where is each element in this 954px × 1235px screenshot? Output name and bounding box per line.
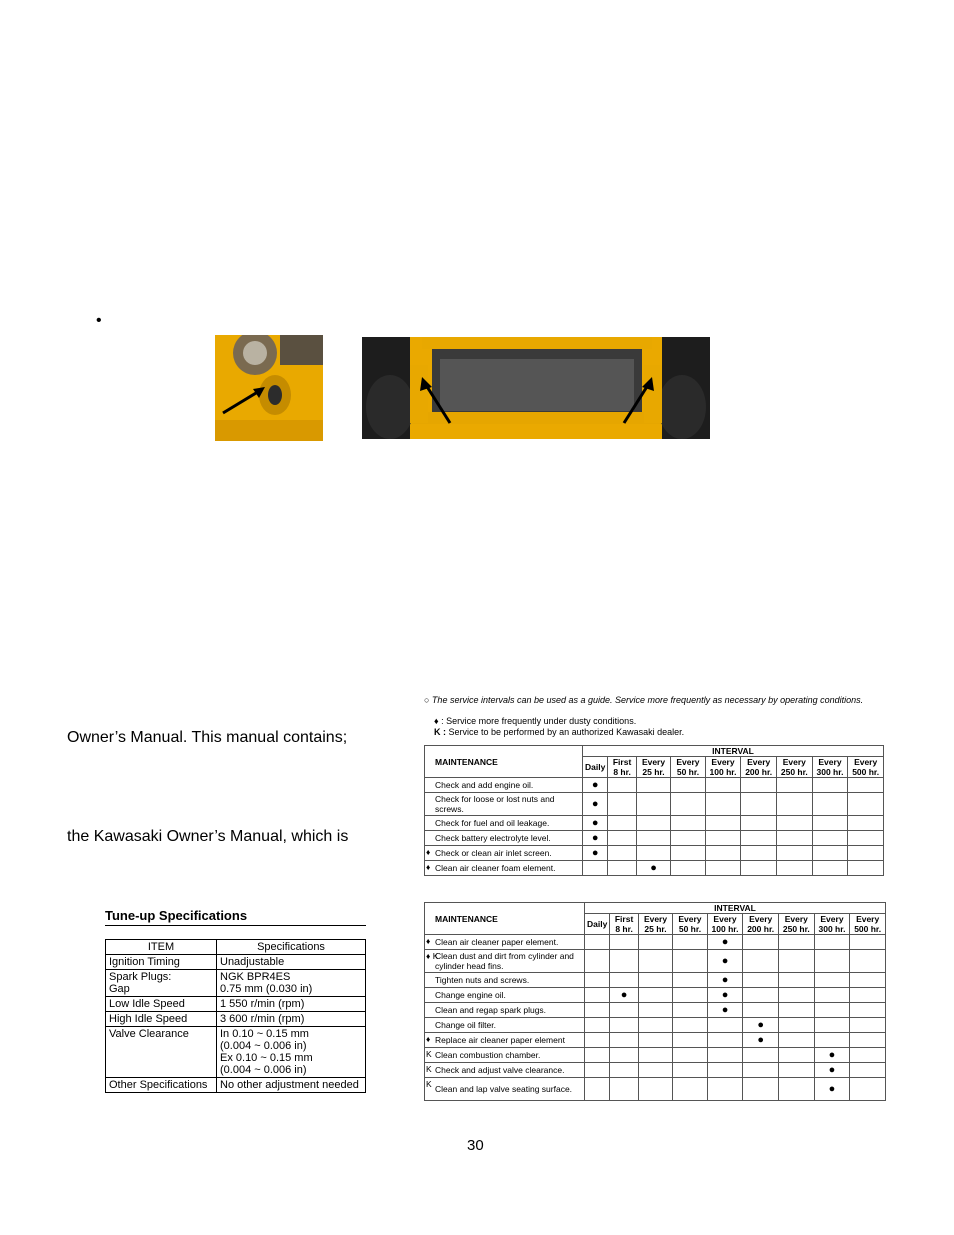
dot-marker: ● <box>828 1048 836 1061</box>
interval-cell <box>671 831 705 846</box>
item-text: Clean combustion chamber. <box>435 1050 541 1060</box>
interval-cell <box>585 973 610 988</box>
tuneup-title: Tune-up Specifications <box>105 908 366 926</box>
dot-marker: ● <box>721 1003 729 1016</box>
interval-cell <box>610 1048 638 1063</box>
interval-cell <box>779 935 815 950</box>
item-text: Clean and regap spark plugs. <box>435 1005 547 1015</box>
interval-header: INTERVAL <box>583 746 884 757</box>
interval-cell <box>610 950 638 973</box>
interval-cell <box>741 831 777 846</box>
maintenance-item <box>425 778 583 793</box>
interval-cell <box>779 988 815 1003</box>
dot-marker: ● <box>828 1082 836 1095</box>
interval-column-header: Every 250 hr. <box>779 914 815 935</box>
tuneup-item: Low Idle Speed <box>106 997 217 1012</box>
interval-cell <box>585 1018 610 1033</box>
dot-marker: ● <box>591 846 599 859</box>
interval-cell <box>741 778 777 793</box>
interval-cell <box>610 1063 638 1078</box>
table-row <box>425 1003 886 1018</box>
interval-column-header: Every 100 hr. <box>705 757 741 778</box>
interval-cell <box>636 861 670 876</box>
interval-cell <box>814 1078 850 1101</box>
interval-cell <box>638 1003 672 1018</box>
interval-cell <box>848 831 884 846</box>
interval-cell <box>705 846 741 861</box>
interval-cell <box>636 816 670 831</box>
interval-header: INTERVAL <box>585 903 886 914</box>
tuneup-table <box>105 939 366 1093</box>
interval-cell <box>638 973 672 988</box>
interval-cell <box>638 950 672 973</box>
interval-cell <box>671 861 705 876</box>
interval-cell <box>779 950 815 973</box>
interval-cell <box>743 988 779 1003</box>
interval-cell <box>707 1048 743 1063</box>
interval-cell <box>673 1078 707 1101</box>
table-row <box>425 973 886 988</box>
interval-cell <box>743 1018 779 1033</box>
interval-cell <box>850 1048 886 1063</box>
interval-cell <box>814 1048 850 1063</box>
item-text: Clean and lap valve seating surface. <box>435 1084 573 1094</box>
tuneup-item: Valve Clearance <box>106 1027 217 1078</box>
interval-cell <box>671 793 705 816</box>
interval-cell <box>608 778 636 793</box>
interval-cell <box>707 973 743 988</box>
dot-marker: ● <box>591 816 599 829</box>
table-row <box>425 935 886 950</box>
tuneup-row <box>106 1078 366 1093</box>
item-text: Check or clean air inlet screen. <box>435 848 552 858</box>
interval-cell <box>638 1078 672 1101</box>
table-row <box>425 988 886 1003</box>
item-mark: K <box>426 1049 432 1059</box>
interval-cell <box>812 831 848 846</box>
interval-column-header: Every 25 hr. <box>638 914 672 935</box>
interval-cell <box>673 1018 707 1033</box>
interval-column-header: Every 300 hr. <box>814 914 850 935</box>
interval-cell <box>812 793 848 816</box>
legend-dusty: ♦ : Service more frequently under dusty conditions. <box>434 716 637 726</box>
interval-cell <box>638 1033 672 1048</box>
interval-cell <box>585 1048 610 1063</box>
interval-cell <box>608 793 636 816</box>
maintenance-table-2 <box>424 902 886 1101</box>
interval-cell <box>814 973 850 988</box>
item-text: Change oil filter. <box>435 1020 496 1030</box>
interval-cell <box>610 1018 638 1033</box>
maintenance-item <box>425 935 585 950</box>
interval-cell <box>812 778 848 793</box>
dot-marker: ● <box>591 797 599 810</box>
maintenance-header: MAINTENANCE <box>425 746 583 778</box>
interval-cell <box>741 846 777 861</box>
mower-hitch-photo <box>215 335 323 441</box>
interval-cell <box>707 1063 743 1078</box>
interval-cell <box>779 1048 815 1063</box>
item-text: Check battery electrolyte level. <box>435 833 551 843</box>
interval-cell <box>608 846 636 861</box>
dot-marker: ● <box>828 1063 836 1076</box>
interval-cell <box>777 793 813 816</box>
item-mark: ♦ <box>426 1034 431 1044</box>
item-text: Check and adjust valve clearance. <box>435 1065 565 1075</box>
interval-cell <box>848 778 884 793</box>
interval-cell <box>636 831 670 846</box>
interval-cell <box>779 1018 815 1033</box>
interval-cell <box>583 793 608 816</box>
interval-cell <box>671 816 705 831</box>
interval-cell <box>743 1048 779 1063</box>
maintenance-item <box>425 793 583 816</box>
service-guide-note: ○ The service intervals can be used as a guide. Service more frequently as necessary by operating conditions. <box>424 695 864 705</box>
table-row <box>425 1048 886 1063</box>
tuneup-spec: 3 600 r/min (rpm) <box>217 1012 366 1027</box>
dot-marker: ● <box>721 973 729 986</box>
maintenance-item <box>425 846 583 861</box>
interval-cell <box>707 988 743 1003</box>
interval-cell <box>673 1063 707 1078</box>
interval-cell <box>850 935 886 950</box>
table-row <box>425 950 886 973</box>
interval-cell <box>585 1033 610 1048</box>
interval-cell <box>636 793 670 816</box>
item-mark: K <box>426 1064 432 1074</box>
interval-cell <box>850 988 886 1003</box>
interval-cell <box>707 950 743 973</box>
interval-cell <box>812 861 848 876</box>
interval-cell <box>779 1078 815 1101</box>
table-row <box>425 831 884 846</box>
interval-cell <box>636 778 670 793</box>
tuneup-item-header: ITEM <box>106 940 217 955</box>
interval-cell <box>779 1063 815 1078</box>
interval-cell <box>673 1003 707 1018</box>
maintenance-table-1 <box>424 745 884 876</box>
maintenance-item <box>425 831 583 846</box>
interval-cell <box>814 1063 850 1078</box>
tuneup-spec-header: Specifications <box>217 940 366 955</box>
item-text: Check for fuel and oil leakage. <box>435 818 550 828</box>
maintenance-header: MAINTENANCE <box>425 903 585 935</box>
interval-cell <box>779 973 815 988</box>
tuneup-spec: NGK BPR4ES 0.75 mm (0.030 in) <box>217 970 366 997</box>
interval-cell <box>671 778 705 793</box>
interval-cell <box>743 950 779 973</box>
interval-cell <box>583 778 608 793</box>
table-row <box>425 778 884 793</box>
interval-cell <box>743 1078 779 1101</box>
maintenance-item <box>425 1048 585 1063</box>
interval-cell <box>707 1078 743 1101</box>
table-row <box>425 816 884 831</box>
maintenance-item <box>425 950 585 973</box>
interval-cell <box>585 1078 610 1101</box>
interval-cell <box>610 1003 638 1018</box>
maintenance-item <box>425 1018 585 1033</box>
interval-cell <box>638 1063 672 1078</box>
item-text: Tighten nuts and screws. <box>435 975 530 985</box>
interval-cell <box>610 935 638 950</box>
interval-cell <box>743 973 779 988</box>
interval-cell <box>741 861 777 876</box>
tuneup-spec: In 0.10 ~ 0.15 mm (0.004 ~ 0.006 in) Ex 0.10 ~ 0.15 mm (0.004 ~ 0.006 in) <box>217 1027 366 1078</box>
interval-cell <box>638 1048 672 1063</box>
tuneup-row <box>106 997 366 1012</box>
interval-cell <box>705 793 741 816</box>
interval-cell <box>814 950 850 973</box>
interval-cell <box>707 1003 743 1018</box>
interval-column-header: First 8 hr. <box>608 757 636 778</box>
interval-cell <box>814 1033 850 1048</box>
interval-column-header: Every 500 hr. <box>848 757 884 778</box>
table-row <box>425 793 884 816</box>
interval-column-header: First 8 hr. <box>610 914 638 935</box>
item-text: Replace air cleaner paper element <box>435 1035 565 1045</box>
tuneup-row <box>106 970 366 997</box>
dot-marker: ● <box>721 988 729 1001</box>
tuneup-spec: Unadjustable <box>217 955 366 970</box>
interval-cell <box>850 1003 886 1018</box>
interval-cell <box>638 988 672 1003</box>
page-number: 30 <box>467 1137 484 1154</box>
interval-cell <box>814 1018 850 1033</box>
tuneup-item: Spark Plugs: Gap <box>106 970 217 997</box>
interval-cell <box>636 846 670 861</box>
table-row <box>425 861 884 876</box>
table-row <box>425 846 884 861</box>
interval-cell <box>705 861 741 876</box>
dot-marker: ● <box>757 1018 764 1031</box>
table-row <box>425 1078 886 1101</box>
maintenance-item <box>425 988 585 1003</box>
table-row <box>425 1018 886 1033</box>
interval-column-header: Every 250 hr. <box>777 757 813 778</box>
interval-cell <box>779 1003 815 1018</box>
interval-cell <box>707 1033 743 1048</box>
legend-k-text: Service to be performed by an authorized Kawasaki dealer. <box>448 727 685 737</box>
interval-column-header: Every 50 hr. <box>671 757 705 778</box>
interval-cell <box>777 778 813 793</box>
interval-cell <box>741 793 777 816</box>
dot-marker: ● <box>650 861 657 874</box>
item-mark: ♦ K <box>426 951 439 961</box>
interval-cell <box>743 1063 779 1078</box>
interval-cell <box>850 1018 886 1033</box>
interval-cell <box>848 861 884 876</box>
interval-cell <box>610 1033 638 1048</box>
tuneup-item: Ignition Timing <box>106 955 217 970</box>
interval-cell <box>848 846 884 861</box>
interval-cell <box>673 988 707 1003</box>
tuneup-row <box>106 1012 366 1027</box>
item-mark: ♦ <box>426 936 431 946</box>
tuneup-item: High Idle Speed <box>106 1012 217 1027</box>
interval-column-header: Every 25 hr. <box>636 757 670 778</box>
interval-cell <box>585 935 610 950</box>
item-text: Change engine oil. <box>435 990 506 1000</box>
bullet: • <box>96 312 102 329</box>
interval-cell <box>585 950 610 973</box>
interval-cell <box>673 950 707 973</box>
interval-cell <box>583 816 608 831</box>
item-text: Check for loose or lost nuts and screws. <box>435 794 555 814</box>
dot-marker: ● <box>591 831 599 844</box>
item-mark: K <box>426 1079 432 1089</box>
interval-cell <box>673 935 707 950</box>
interval-cell <box>814 988 850 1003</box>
interval-cell <box>705 831 741 846</box>
table-row <box>425 1063 886 1078</box>
tuneup-spec: 1 550 r/min (rpm) <box>217 997 366 1012</box>
item-text: Clean dust and dirt from cylinder and cylinder head fins. <box>435 951 574 971</box>
interval-cell <box>673 1048 707 1063</box>
interval-cell <box>850 950 886 973</box>
kawasaki-manual-text: the Kawasaki Owner’s Manual, which is <box>67 828 349 845</box>
interval-column-header: Every 300 hr. <box>812 757 848 778</box>
interval-cell <box>610 1078 638 1101</box>
interval-cell <box>814 935 850 950</box>
interval-cell <box>585 1003 610 1018</box>
interval-column-header: Every 500 hr. <box>850 914 886 935</box>
maintenance-item <box>425 1063 585 1078</box>
interval-cell <box>583 861 608 876</box>
interval-cell <box>585 988 610 1003</box>
maintenance-item <box>425 1078 585 1101</box>
interval-cell <box>610 973 638 988</box>
interval-cell <box>850 973 886 988</box>
item-mark: ♦ <box>426 847 431 857</box>
interval-cell <box>741 816 777 831</box>
interval-cell <box>638 935 672 950</box>
mower-deck-wheels-photo <box>362 337 710 439</box>
interval-cell <box>777 816 813 831</box>
interval-column-header: Every 200 hr. <box>741 757 777 778</box>
interval-cell <box>848 793 884 816</box>
interval-cell <box>673 973 707 988</box>
interval-cell <box>743 1033 779 1048</box>
legend-dealer <box>434 727 684 737</box>
interval-column-header: Daily <box>585 914 610 935</box>
interval-cell <box>814 1003 850 1018</box>
item-text: Clean air cleaner foam element. <box>435 863 556 873</box>
interval-cell <box>707 935 743 950</box>
interval-cell <box>812 816 848 831</box>
owners-manual-text: Owner’s Manual. This manual contains; <box>67 729 348 746</box>
maintenance-item <box>425 973 585 988</box>
interval-column-header: Every 200 hr. <box>743 914 779 935</box>
dot-marker: ● <box>620 988 628 1001</box>
interval-cell <box>743 1003 779 1018</box>
dot-marker: ● <box>721 935 729 948</box>
interval-cell <box>583 831 608 846</box>
tuneup-row <box>106 955 366 970</box>
interval-column-header: Every 100 hr. <box>707 914 743 935</box>
interval-cell <box>583 846 608 861</box>
interval-cell <box>850 1033 886 1048</box>
maintenance-item <box>425 1033 585 1048</box>
interval-cell <box>850 1078 886 1101</box>
interval-cell <box>743 935 779 950</box>
interval-cell <box>608 861 636 876</box>
interval-cell <box>779 1033 815 1048</box>
tuneup-row <box>106 1027 366 1078</box>
interval-cell <box>673 1033 707 1048</box>
interval-cell <box>610 988 638 1003</box>
table-row <box>425 1033 886 1048</box>
tuneup-item: Other Specifications <box>106 1078 217 1093</box>
interval-cell <box>705 778 741 793</box>
interval-cell <box>585 1063 610 1078</box>
interval-cell <box>777 846 813 861</box>
maintenance-item <box>425 1003 585 1018</box>
interval-cell <box>638 1018 672 1033</box>
interval-cell <box>671 846 705 861</box>
interval-cell <box>848 816 884 831</box>
dot-marker: ● <box>591 778 599 791</box>
maintenance-item <box>425 861 583 876</box>
interval-column-header: Every 50 hr. <box>673 914 707 935</box>
maintenance-item <box>425 816 583 831</box>
legend-k-label: K : <box>434 727 446 737</box>
interval-cell <box>777 861 813 876</box>
interval-cell <box>707 1018 743 1033</box>
interval-cell <box>608 816 636 831</box>
item-mark: ♦ <box>426 862 431 872</box>
dot-marker: ● <box>721 954 729 967</box>
item-text: Clean air cleaner paper element. <box>435 937 559 947</box>
item-text: Check and add engine oil. <box>435 780 534 790</box>
interval-cell <box>850 1063 886 1078</box>
dot-marker: ● <box>757 1033 764 1046</box>
interval-column-header: Daily <box>583 757 608 778</box>
tuneup-spec: No other adjustment needed <box>217 1078 366 1093</box>
interval-cell <box>777 831 813 846</box>
interval-cell <box>812 846 848 861</box>
interval-cell <box>608 831 636 846</box>
interval-cell <box>705 816 741 831</box>
